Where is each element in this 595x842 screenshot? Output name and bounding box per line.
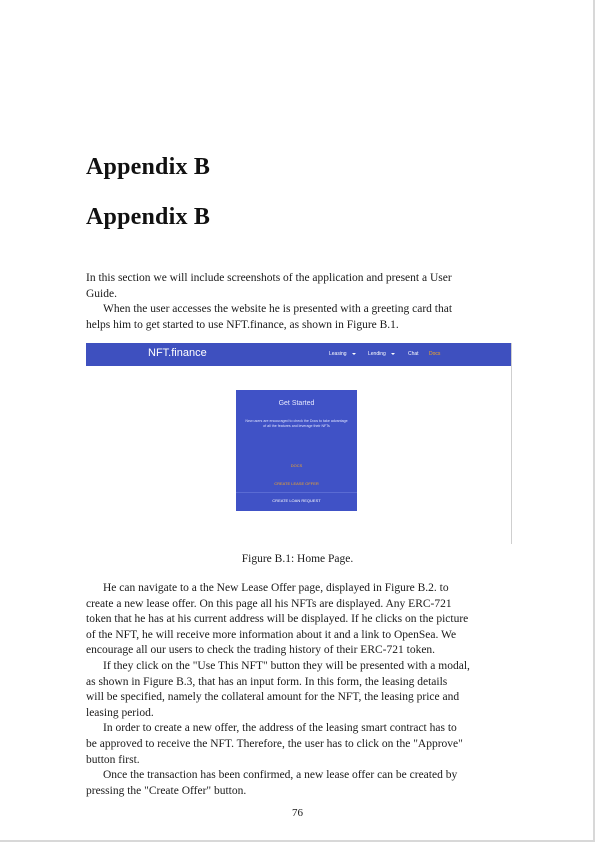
text-line: create a new lease offer. On this page all his NFTs are displayed. Any ERC-721 <box>86 597 452 610</box>
text-line: encourage all our users to check the trading history of their ERC-721 token. <box>86 644 436 657</box>
text-line: token that he has at his current address will be displayed. If he clicks on the picture <box>86 613 469 626</box>
text-line: Guide. <box>86 287 117 300</box>
nav-leasing[interactable] <box>329 351 356 357</box>
body-paragraph <box>86 581 511 799</box>
text-line: Once the transaction has been confirmed, a new lease offer can be created by <box>103 769 458 782</box>
page-number: 76 <box>292 807 303 819</box>
card-description: New users are encouraged to check the Docs to take advantage of all the features and leverage their NFTs <box>245 419 348 428</box>
caret-down-icon <box>391 353 395 355</box>
text-line: helps him to get started to use NFT.finance, as shown in Figure B.1. <box>86 318 399 331</box>
intro-paragraph <box>86 271 511 333</box>
text-line: He can navigate to a the New Lease Offer page, displayed in Figure B.2. to <box>103 582 449 594</box>
create-loan-request-button[interactable]: CREATE LOAN REQUEST <box>272 498 321 503</box>
get-started-card <box>236 390 357 511</box>
text-line: In order to create a new offer, the address of the leasing smart contract has to <box>103 722 457 735</box>
text-line: When the user accesses the website he is presented with a greeting card that <box>103 303 453 316</box>
appendix-heading: Appendix B <box>86 204 211 230</box>
nav-lending-label: Lending <box>368 351 386 357</box>
app-brand[interactable]: NFT.finance <box>148 347 207 359</box>
divider <box>236 492 357 493</box>
nav-leasing-label: Leasing <box>329 351 347 357</box>
create-lease-offer-button[interactable]: CREATE LEASE OFFER <box>274 481 319 486</box>
card-title: Get Started <box>278 400 315 407</box>
text-line: as shown in Figure B.3, that has an input form. In this form, the leasing details <box>86 675 448 688</box>
app-navbar <box>86 343 511 366</box>
text-line: pressing the "Create Offer" button. <box>86 784 247 797</box>
figure-screenshot <box>86 343 512 544</box>
text-line: In this section we will include screenshots of the application and present a User <box>86 272 452 284</box>
figure-caption: Figure B.1: Home Page. <box>241 553 354 565</box>
nav-lending[interactable] <box>368 351 395 357</box>
appendix-heading: Appendix B <box>86 154 211 180</box>
nav-docs[interactable]: Docs <box>429 351 441 357</box>
text-line: If they click on the "Use This NFT" button they will be presented with a modal, <box>103 659 470 672</box>
text-line: leasing period. <box>86 706 154 719</box>
caret-down-icon <box>352 353 356 355</box>
text-line: will be specified, namely the collateral amount for the NFT, the leasing price and <box>86 691 460 704</box>
text-line: button first. <box>86 753 140 766</box>
docs-button[interactable]: DOCS <box>290 463 303 468</box>
text-line: of the NFT, he will receive more information about it and a link to OpenSea. We <box>86 628 457 641</box>
text-line: be approved to receive the NFT. Therefore, the user has to click on the "Approve" <box>86 737 463 750</box>
nav-chat[interactable]: Chat <box>408 351 419 357</box>
